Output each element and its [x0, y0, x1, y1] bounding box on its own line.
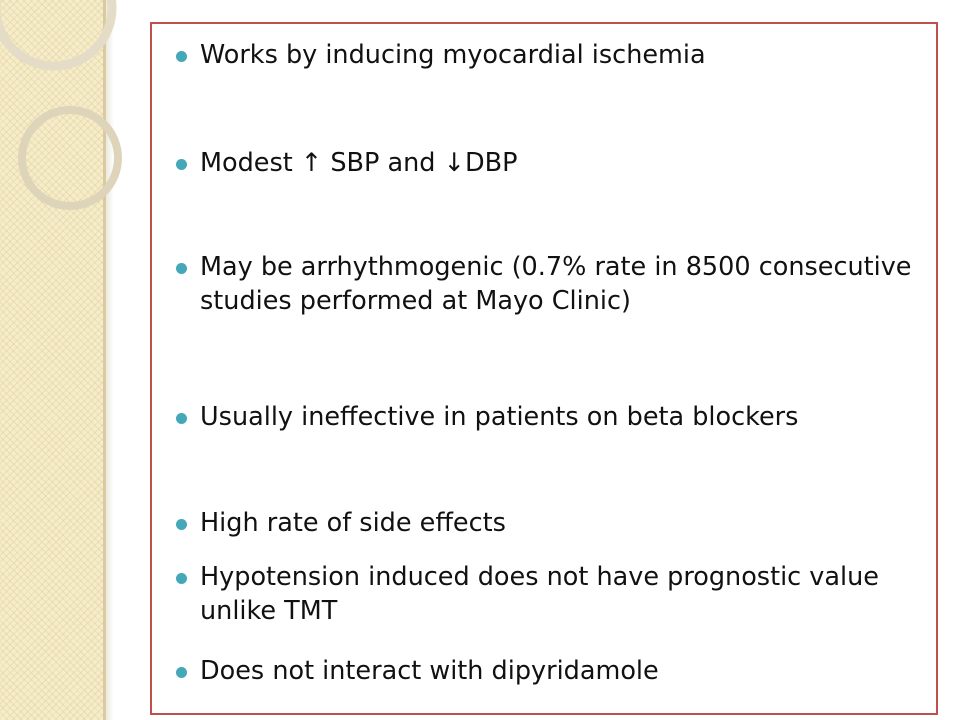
bullet-item [178, 146, 923, 180]
decorative-ring-middle [22, 110, 118, 206]
bullet-text: Modest ↑ SBP and ↓DBP [200, 148, 518, 178]
bullet-item [178, 654, 923, 688]
bullet-marker [176, 667, 187, 678]
bullet-item [178, 400, 923, 434]
content-frame [150, 22, 938, 715]
bullet-text: Works by inducing myocardial ischemia [200, 40, 706, 70]
bullet-text: May be arrhythmogenic (0.7% rate in 8500 consecutive studies performed at Mayo Clinic) [200, 252, 912, 316]
bullet-marker [176, 51, 187, 62]
bullet-text: Does not interact with dipyridamole [200, 656, 659, 686]
bullet-marker [176, 413, 187, 424]
bullet-item [178, 560, 923, 628]
bullet-marker [176, 573, 187, 584]
bullet-item [178, 38, 923, 72]
bullet-text: Hypotension induced does not have prognostic value unlike TMT [200, 562, 879, 626]
bullet-marker [176, 263, 187, 274]
decorative-ring-top [0, 0, 112, 66]
bullet-text: Usually ineffective in patients on beta blockers [200, 402, 799, 432]
bullet-marker [176, 159, 187, 170]
bullet-marker [176, 519, 187, 530]
bullet-item [178, 506, 923, 540]
bullet-text: High rate of side effects [200, 508, 506, 538]
bullet-item [178, 250, 923, 318]
